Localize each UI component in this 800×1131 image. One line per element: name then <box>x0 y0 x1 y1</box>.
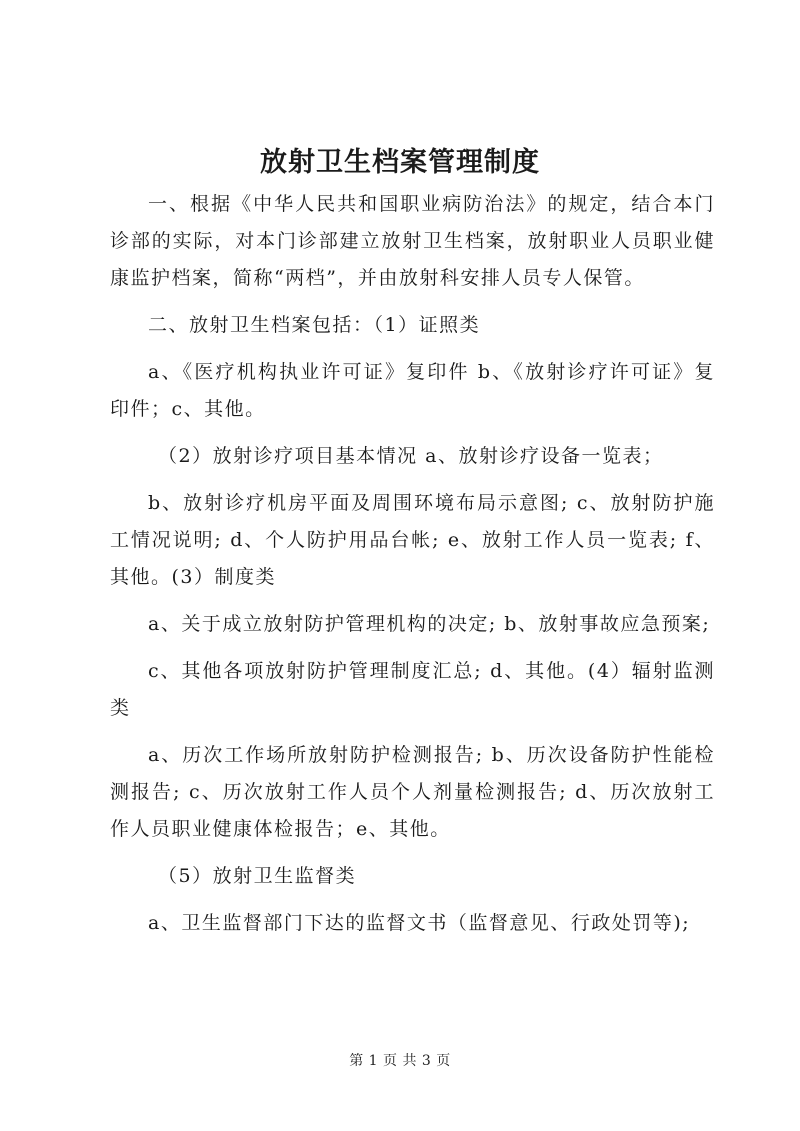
paragraph-10: a、卫生监督部门下达的监督文书（监督意见、行政处罚等); <box>148 912 691 934</box>
paragraph-1: 一、根据《中华人民共和国职业病防治法》的规定，结合本门诊部的实际，对本门诊部建立放射卫生档案，放射职业人员职业健康监护档案，简称“两档”，并由放射科安排人员专人保管。 <box>110 193 715 289</box>
paragraph-8: a、历次工作场所放射防护检测报告; b、历次设备防护性能检测报告; c、历次放射工作人员个人剂量检测报告; d、历次放射工作人员职业健康体检报告；e、其他。 <box>110 744 715 840</box>
page-number-footer: 第 1 页 共 3 页 <box>349 1053 451 1069</box>
paragraph-5: b、放射诊疗机房平面及周围环境布局示意图; c、放射防护施工情况说明; d、个人防护用品台帐; e、放射工作人员一览表; f、其他。(3）制度类 <box>110 492 715 588</box>
paragraph-7: c、其他各项放射防护管理制度汇总; d、其他。(4）辐射监测类 <box>110 660 715 719</box>
document-body <box>110 186 715 952</box>
paragraph-4: （2）放射诊疗项目基本情况 a、放射诊疗设备一览表； <box>158 445 664 467</box>
paragraph-9: （5）放射卫生监督类 <box>158 865 357 887</box>
paragraph-6: a、关于成立放射防护管理机构的决定; b、放射事故应急预案; <box>148 613 711 635</box>
paragraph-2: 二、放射卫生档案包括：（1）证照类 <box>148 314 481 336</box>
paragraph-3: a、《医疗机构执业许可证》复印件 b、《放射诊疗许可证》复印件；c、其他。 <box>110 361 715 420</box>
document-title: 放射卫生档案管理制度 <box>260 147 540 178</box>
